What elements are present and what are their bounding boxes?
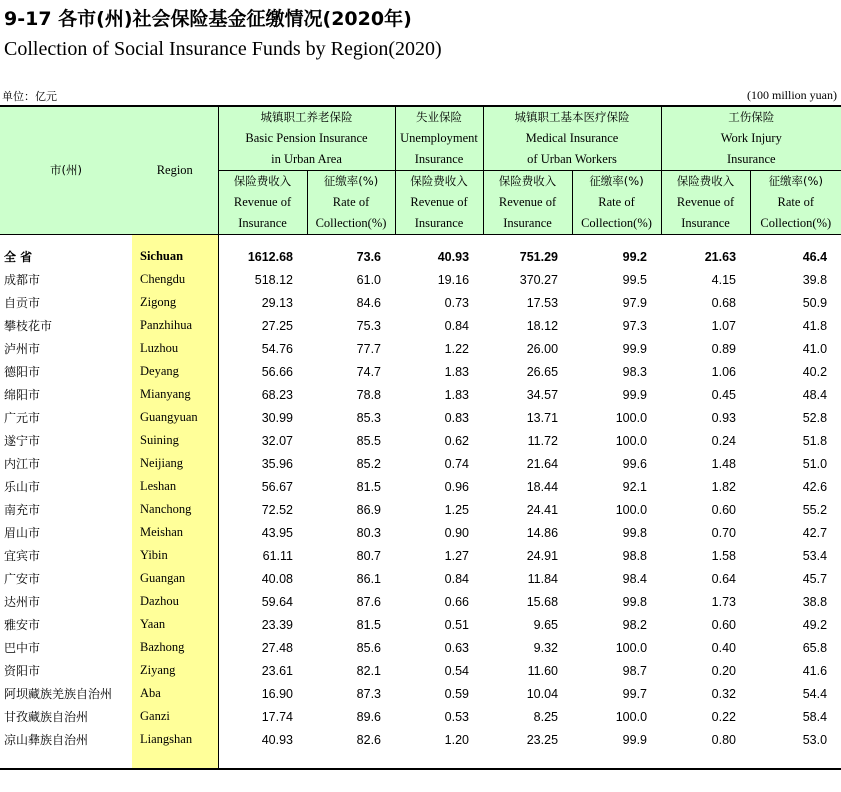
cell-m-rate: 99.6 bbox=[622, 456, 648, 471]
cell-m-rate: 100.0 bbox=[615, 410, 648, 425]
cell-m-rate: 99.8 bbox=[622, 594, 648, 609]
cell-region-en: Aba bbox=[132, 682, 218, 705]
cell-m-rate: 99.2 bbox=[622, 249, 648, 264]
table-row bbox=[0, 360, 841, 383]
cell-w-rate: 38.8 bbox=[802, 594, 828, 609]
cell-region-en: Dazhou bbox=[132, 590, 218, 613]
cell-p-rate: 80.7 bbox=[356, 548, 382, 563]
cell-p-rev: 17.74 bbox=[218, 705, 307, 728]
cell-m-rev: 9.32 bbox=[533, 640, 559, 655]
cell-p-rev: 40.08 bbox=[218, 567, 307, 590]
cell-w-rev: 1.06 bbox=[711, 364, 737, 379]
cell-w-rate: 46.4 bbox=[802, 249, 828, 264]
cell-p-rate: 74.7 bbox=[356, 364, 382, 379]
table-row bbox=[0, 291, 841, 314]
cell-p-rate: 86.1 bbox=[356, 571, 382, 586]
cell-u-rev: 0.66 bbox=[444, 594, 470, 609]
cell-p-rev: 43.95 bbox=[218, 521, 307, 544]
cell-city-cn: 广安市 bbox=[4, 572, 41, 586]
cell-m-rev: 8.25 bbox=[533, 709, 559, 724]
cell-city-cn: 内江市 bbox=[4, 457, 41, 471]
cell-w-rev: 0.22 bbox=[711, 709, 737, 724]
cell-city-cn: 凉山彝族自治州 bbox=[4, 733, 89, 747]
cell-m-rev: 11.72 bbox=[527, 433, 559, 448]
cell-w-rate: 39.8 bbox=[802, 272, 828, 287]
cell-m-rev: 34.57 bbox=[526, 387, 559, 402]
cell-p-rev: 54.76 bbox=[218, 337, 307, 360]
cell-p-rate: 77.7 bbox=[356, 341, 382, 356]
cell-w-rev: 0.68 bbox=[711, 295, 737, 310]
cell-p-rev: 27.25 bbox=[218, 314, 307, 337]
cell-w-rate: 42.6 bbox=[802, 479, 828, 494]
cell-m-rev: 17.53 bbox=[526, 295, 559, 310]
header-medical-rate: 征缴率(%) Rate of Collection(%) bbox=[572, 171, 661, 235]
cell-p-rate: 85.6 bbox=[356, 640, 382, 655]
cell-p-rev: 56.66 bbox=[218, 360, 307, 383]
table-row bbox=[0, 337, 841, 360]
cell-city-cn: 攀枝花市 bbox=[4, 319, 53, 333]
cell-city-cn: 达州市 bbox=[4, 595, 41, 609]
cell-w-rev: 1.82 bbox=[711, 479, 737, 494]
cell-p-rate: 86.9 bbox=[356, 502, 382, 517]
cell-m-rev: 10.04 bbox=[526, 686, 559, 701]
cell-region-en: Panzhihua bbox=[132, 314, 218, 337]
cell-m-rate: 98.8 bbox=[622, 548, 648, 563]
cell-w-rate: 65.8 bbox=[802, 640, 828, 655]
cell-p-rev: 23.39 bbox=[218, 613, 307, 636]
cell-w-rate: 49.2 bbox=[802, 617, 828, 632]
cell-w-rate: 53.0 bbox=[802, 732, 828, 747]
table-row bbox=[0, 452, 841, 475]
cell-p-rev: 40.93 bbox=[218, 728, 307, 751]
cell-m-rate: 98.2 bbox=[622, 617, 648, 632]
cell-region-en: Zigong bbox=[132, 291, 218, 314]
cell-m-rate: 92.1 bbox=[622, 479, 648, 494]
cell-u-rev: 0.96 bbox=[444, 479, 470, 494]
cell-w-rev: 0.24 bbox=[711, 433, 737, 448]
cell-region-en: Luzhou bbox=[132, 337, 218, 360]
table-body bbox=[0, 235, 841, 770]
header-group-unemployment: 失业保险 Unemployment Insurance bbox=[395, 106, 483, 171]
table-row-total bbox=[0, 245, 841, 268]
header-city-cn: 市(州) bbox=[0, 106, 132, 235]
table-row bbox=[0, 613, 841, 636]
cell-m-rev: 26.65 bbox=[526, 364, 559, 379]
cell-city-cn: 资阳市 bbox=[4, 664, 41, 678]
cell-city-cn: 南充市 bbox=[4, 503, 41, 517]
cell-u-rev: 0.54 bbox=[444, 663, 470, 678]
cell-city-cn: 全 省 bbox=[4, 250, 33, 264]
cell-w-rev: 0.93 bbox=[711, 410, 737, 425]
cell-p-rev: 27.48 bbox=[218, 636, 307, 659]
cell-region-en: Mianyang bbox=[132, 383, 218, 406]
cell-p-rate: 78.8 bbox=[356, 387, 382, 402]
cell-p-rate: 82.6 bbox=[356, 732, 382, 747]
cell-w-rate: 50.9 bbox=[802, 295, 828, 310]
cell-w-rev: 21.63 bbox=[704, 249, 737, 264]
cell-w-rate: 48.4 bbox=[802, 387, 828, 402]
unit-label-en: (100 million yuan) bbox=[747, 88, 837, 102]
cell-u-rev: 0.59 bbox=[444, 686, 470, 701]
cell-u-rev: 1.22 bbox=[444, 341, 470, 356]
cell-m-rev: 24.41 bbox=[526, 502, 559, 517]
table-row bbox=[0, 383, 841, 406]
cell-p-rate: 81.5 bbox=[356, 617, 382, 632]
cell-region-en: Ziyang bbox=[132, 659, 218, 682]
cell-m-rate: 98.7 bbox=[622, 663, 648, 678]
cell-region-en: Chengdu bbox=[132, 268, 218, 291]
cell-p-rev: 16.90 bbox=[218, 682, 307, 705]
cell-region-en: Ganzi bbox=[132, 705, 218, 728]
cell-region-en: Liangshan bbox=[132, 728, 218, 751]
cell-w-rev: 0.70 bbox=[711, 525, 737, 540]
cell-city-cn: 自贡市 bbox=[4, 296, 41, 310]
cell-u-rev: 0.63 bbox=[444, 640, 470, 655]
cell-city-cn: 成都市 bbox=[4, 273, 41, 287]
header-unemployment-revenue: 保险费收入 Revenue of Insurance bbox=[395, 171, 483, 235]
cell-w-rev: 0.45 bbox=[711, 387, 737, 402]
cell-m-rev: 15.68 bbox=[526, 594, 559, 609]
cell-w-rate: 52.8 bbox=[802, 410, 828, 425]
cell-city-cn: 泸州市 bbox=[4, 342, 41, 356]
cell-w-rev: 0.40 bbox=[711, 640, 737, 655]
cell-m-rev: 751.29 bbox=[519, 249, 559, 264]
table-end-row bbox=[0, 751, 841, 769]
cell-w-rev: 0.32 bbox=[711, 686, 737, 701]
cell-m-rate: 98.3 bbox=[622, 364, 648, 379]
cell-w-rev: 1.58 bbox=[711, 548, 737, 563]
cell-u-rev: 0.53 bbox=[444, 709, 470, 724]
cell-region-en: Nanchong bbox=[132, 498, 218, 521]
table-row bbox=[0, 636, 841, 659]
cell-w-rev: 1.07 bbox=[711, 318, 737, 333]
table-row bbox=[0, 429, 841, 452]
cell-u-rev: 0.83 bbox=[444, 410, 470, 425]
cell-p-rate: 85.2 bbox=[356, 456, 382, 471]
cell-m-rate: 99.9 bbox=[622, 387, 648, 402]
cell-u-rev: 0.84 bbox=[444, 571, 470, 586]
cell-w-rate: 51.0 bbox=[802, 456, 828, 471]
cell-w-rev: 0.89 bbox=[711, 341, 737, 356]
cell-m-rate: 100.0 bbox=[615, 709, 648, 724]
cell-city-cn: 德阳市 bbox=[4, 365, 41, 379]
cell-m-rate: 99.7 bbox=[622, 686, 648, 701]
cell-u-rev: 0.51 bbox=[444, 617, 470, 632]
cell-w-rate: 54.4 bbox=[802, 686, 828, 701]
header-group-pension: 城镇职工养老保险 Basic Pension Insurance in Urban Area bbox=[218, 106, 395, 171]
table-row bbox=[0, 475, 841, 498]
cell-m-rate: 100.0 bbox=[615, 640, 648, 655]
cell-u-rev: 1.27 bbox=[444, 548, 470, 563]
cell-p-rate: 81.5 bbox=[356, 479, 382, 494]
cell-region-en: Neijiang bbox=[132, 452, 218, 475]
cell-u-rev: 1.20 bbox=[444, 732, 470, 747]
cell-m-rev: 26.00 bbox=[526, 341, 559, 356]
cell-m-rev: 24.91 bbox=[526, 548, 559, 563]
cell-w-rate: 41.8 bbox=[802, 318, 828, 333]
cell-w-rev: 0.20 bbox=[711, 663, 737, 678]
cell-w-rev: 1.48 bbox=[711, 456, 737, 471]
cell-w-rate: 53.4 bbox=[802, 548, 828, 563]
cell-p-rev: 1612.68 bbox=[218, 245, 307, 268]
cell-w-rev: 0.60 bbox=[711, 617, 737, 632]
cell-region-en: Yaan bbox=[132, 613, 218, 636]
cell-m-rev: 9.65 bbox=[533, 617, 559, 632]
cell-p-rev: 59.64 bbox=[218, 590, 307, 613]
cell-u-rev: 1.25 bbox=[444, 502, 470, 517]
table-row bbox=[0, 728, 841, 751]
cell-m-rev: 13.71 bbox=[526, 410, 559, 425]
cell-m-rate: 97.9 bbox=[622, 295, 648, 310]
cell-m-rev: 18.12 bbox=[526, 318, 559, 333]
cell-p-rate: 85.3 bbox=[356, 410, 382, 425]
cell-city-cn: 绵阳市 bbox=[4, 388, 41, 402]
cell-w-rate: 45.7 bbox=[802, 571, 828, 586]
cell-region-en: Guangan bbox=[132, 567, 218, 590]
cell-p-rev: 29.13 bbox=[218, 291, 307, 314]
cell-u-rev: 0.73 bbox=[444, 295, 470, 310]
cell-region-en: Sichuan bbox=[132, 245, 218, 268]
spacer-row bbox=[0, 235, 841, 246]
cell-p-rev: 35.96 bbox=[218, 452, 307, 475]
cell-m-rev: 370.27 bbox=[519, 272, 559, 287]
page-title-cn: 9-17 各市(州)社会保险基金征缴情况(2020年) bbox=[4, 8, 412, 30]
cell-city-cn: 遂宁市 bbox=[4, 434, 41, 448]
cell-p-rate: 89.6 bbox=[356, 709, 382, 724]
cell-m-rev: 18.44 bbox=[526, 479, 559, 494]
table-row bbox=[0, 590, 841, 613]
cell-w-rev: 0.80 bbox=[711, 732, 737, 747]
header-medical-revenue: 保险费收入 Revenue of Insurance bbox=[483, 171, 572, 235]
header-region-en: Region bbox=[132, 106, 218, 235]
cell-w-rev: 0.64 bbox=[711, 571, 737, 586]
insurance-table bbox=[0, 105, 841, 770]
cell-city-cn: 宜宾市 bbox=[4, 549, 41, 563]
cell-p-rate: 87.3 bbox=[356, 686, 382, 701]
cell-m-rate: 99.9 bbox=[622, 341, 648, 356]
cell-m-rev: 11.84 bbox=[527, 571, 559, 586]
cell-w-rev: 4.15 bbox=[711, 272, 737, 287]
table-row bbox=[0, 314, 841, 337]
cell-u-rev: 1.83 bbox=[444, 387, 470, 402]
cell-p-rate: 84.6 bbox=[356, 295, 382, 310]
cell-p-rev: 518.12 bbox=[218, 268, 307, 291]
cell-city-cn: 甘孜藏族自治州 bbox=[4, 710, 89, 724]
cell-u-rev: 0.90 bbox=[444, 525, 470, 540]
table-row bbox=[0, 406, 841, 429]
table-row bbox=[0, 705, 841, 728]
table-row bbox=[0, 521, 841, 544]
header-group-medical: 城镇职工基本医疗保险 Medical Insurance of Urban Workers bbox=[483, 106, 661, 171]
cell-p-rate: 73.6 bbox=[356, 249, 382, 264]
cell-m-rate: 100.0 bbox=[615, 502, 648, 517]
cell-w-rev: 0.60 bbox=[711, 502, 737, 517]
cell-w-rate: 41.6 bbox=[802, 663, 828, 678]
header-injury-rate: 征缴率(%) Rate of Collection(%) bbox=[750, 171, 841, 235]
cell-u-rev: 19.16 bbox=[437, 272, 470, 287]
table-row bbox=[0, 567, 841, 590]
cell-u-rev: 1.83 bbox=[444, 364, 470, 379]
cell-m-rev: 11.60 bbox=[527, 663, 559, 678]
cell-m-rev: 21.64 bbox=[526, 456, 559, 471]
cell-u-rev: 40.93 bbox=[437, 249, 470, 264]
cell-p-rate: 85.5 bbox=[356, 433, 382, 448]
cell-w-rate: 55.2 bbox=[802, 502, 828, 517]
cell-region-en: Deyang bbox=[132, 360, 218, 383]
cell-u-rev: 0.74 bbox=[444, 456, 470, 471]
cell-city-cn: 巴中市 bbox=[4, 641, 41, 655]
cell-w-rate: 41.0 bbox=[802, 341, 828, 356]
cell-region-en: Guangyuan bbox=[132, 406, 218, 429]
cell-city-cn: 广元市 bbox=[4, 411, 41, 425]
cell-w-rate: 42.7 bbox=[802, 525, 828, 540]
header-pension-revenue: 保险费收入 Revenue of Insurance bbox=[218, 171, 307, 235]
cell-m-rate: 99.8 bbox=[622, 525, 648, 540]
cell-w-rate: 40.2 bbox=[802, 364, 828, 379]
cell-p-rate: 61.0 bbox=[356, 272, 382, 287]
cell-m-rev: 14.86 bbox=[526, 525, 559, 540]
cell-region-en: Suining bbox=[132, 429, 218, 452]
cell-p-rev: 72.52 bbox=[218, 498, 307, 521]
cell-m-rate: 99.9 bbox=[622, 732, 648, 747]
cell-m-rate: 97.3 bbox=[622, 318, 648, 333]
cell-m-rev: 23.25 bbox=[526, 732, 559, 747]
cell-p-rate: 75.3 bbox=[356, 318, 382, 333]
table-row bbox=[0, 544, 841, 567]
cell-p-rate: 87.6 bbox=[356, 594, 382, 609]
cell-p-rate: 82.1 bbox=[356, 663, 382, 678]
cell-p-rate: 80.3 bbox=[356, 525, 382, 540]
page-title-en: Collection of Social Insurance Funds by Region(2020) bbox=[4, 38, 442, 60]
cell-region-en: Yibin bbox=[132, 544, 218, 567]
unit-label-cn: 单位：亿元 bbox=[2, 90, 57, 103]
cell-w-rate: 51.8 bbox=[802, 433, 828, 448]
cell-p-rev: 61.11 bbox=[218, 544, 307, 567]
cell-city-cn: 乐山市 bbox=[4, 480, 41, 494]
cell-city-cn: 眉山市 bbox=[4, 526, 41, 540]
header-injury-revenue: 保险费收入 Revenue of Insurance bbox=[661, 171, 750, 235]
cell-city-cn: 雅安市 bbox=[4, 618, 41, 632]
cell-p-rev: 23.61 bbox=[218, 659, 307, 682]
cell-w-rate: 58.4 bbox=[802, 709, 828, 724]
header-pension-rate: 征缴率(%) Rate of Collection(%) bbox=[307, 171, 395, 235]
table-row bbox=[0, 682, 841, 705]
cell-u-rev: 0.62 bbox=[444, 433, 470, 448]
cell-region-en: Bazhong bbox=[132, 636, 218, 659]
table-row bbox=[0, 498, 841, 521]
cell-m-rate: 99.5 bbox=[622, 272, 648, 287]
cell-m-rate: 100.0 bbox=[615, 433, 648, 448]
header-group-injury: 工伤保险 Work Injury Insurance bbox=[661, 106, 841, 171]
cell-m-rate: 98.4 bbox=[622, 571, 648, 586]
cell-p-rev: 56.67 bbox=[218, 475, 307, 498]
cell-w-rev: 1.73 bbox=[711, 594, 737, 609]
table-header bbox=[0, 106, 841, 235]
table-row bbox=[0, 659, 841, 682]
cell-p-rev: 68.23 bbox=[218, 383, 307, 406]
table-row bbox=[0, 268, 841, 291]
cell-region-en: Leshan bbox=[132, 475, 218, 498]
cell-region-en: Meishan bbox=[132, 521, 218, 544]
cell-p-rev: 30.99 bbox=[218, 406, 307, 429]
cell-city-cn: 阿坝藏族羌族自治州 bbox=[4, 687, 113, 701]
cell-u-rev: 0.84 bbox=[444, 318, 470, 333]
cell-p-rev: 32.07 bbox=[218, 429, 307, 452]
